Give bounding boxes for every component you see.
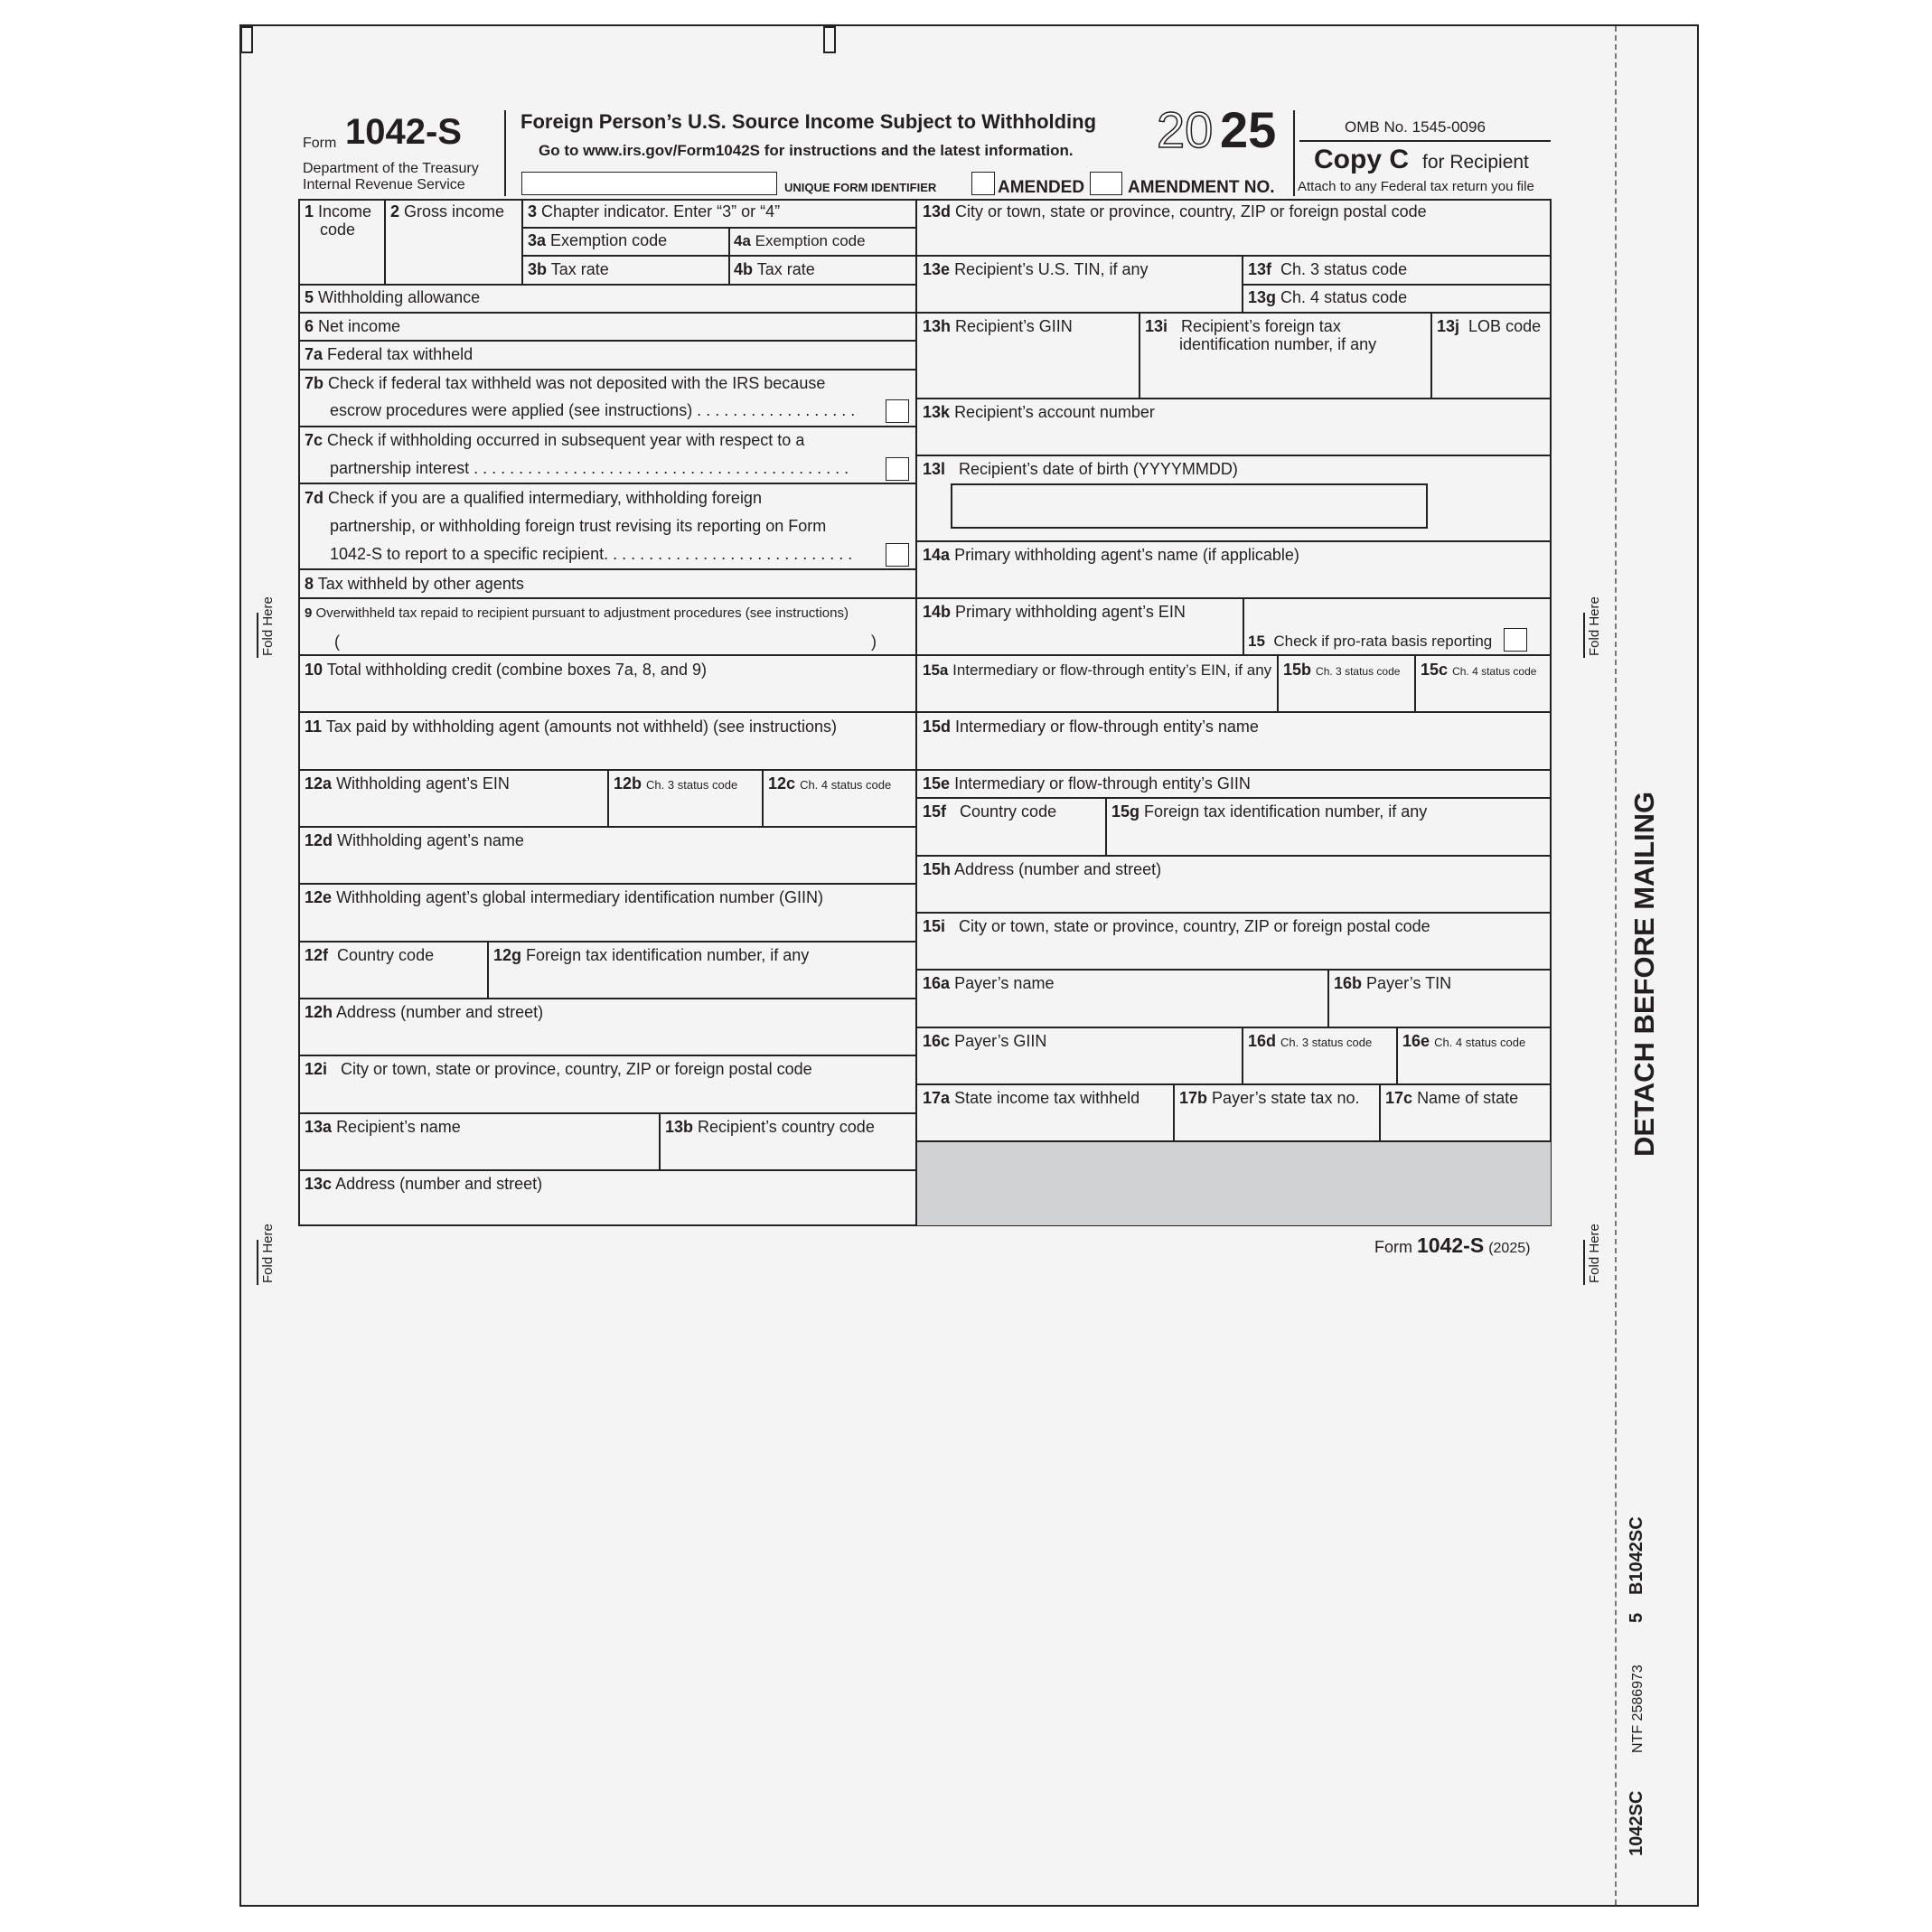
rule: [1243, 597, 1244, 654]
rule: [659, 1112, 661, 1169]
rule: [1430, 312, 1432, 398]
box10-label[interactable]: 10 Total withholding credit (combine boxes 7a, 8, and 9): [305, 661, 707, 679]
detach-notice: DETACH BEFORE MAILING: [1628, 791, 1660, 1157]
rule: [298, 312, 916, 314]
box7d-label: 7d Check if you are a qualified intermediary, withholding foreign: [305, 489, 762, 507]
rule: [522, 255, 916, 257]
box15d-label[interactable]: 15d Intermediary or flow-through entity’s name: [923, 717, 1259, 736]
box16c-label[interactable]: 16c Payer’s GIIN: [923, 1032, 1047, 1050]
box6-label[interactable]: 6 Net income: [305, 317, 401, 335]
rule: [487, 941, 489, 998]
rule: [298, 654, 916, 656]
box13l-label: 13l Recipient’s date of birth (YYYYMMDD): [923, 460, 1238, 478]
box13e-label[interactable]: 13e Recipient’s U.S. TIN, if any: [923, 260, 1149, 278]
box13h-label[interactable]: 13h Recipient’s GIIN: [923, 317, 1073, 335]
header-divider-right: [1293, 110, 1295, 196]
rule: [522, 227, 916, 229]
box15c-label[interactable]: 15c Ch. 4 status code: [1421, 661, 1537, 679]
rule: [298, 369, 916, 370]
unique-form-identifier-field[interactable]: [521, 172, 777, 195]
box12c-label[interactable]: 12c Ch. 4 status code: [768, 774, 892, 792]
box15e-label[interactable]: 15e Intermediary or flow-through entity’s GIIN: [923, 774, 1251, 792]
amendment-number-field[interactable]: [1090, 172, 1122, 195]
box15a-label[interactable]: 15a Intermediary or flow-through entity’s EIN, if any: [923, 661, 1272, 679]
rule: [916, 1140, 1551, 1142]
rule: [916, 855, 1551, 857]
instructions-link[interactable]: Go to www.irs.gov/Form1042S for instructions and the latest information.: [539, 142, 1074, 159]
box13d-label[interactable]: 13d City or town, state or province, country, ZIP or foreign postal code: [923, 202, 1427, 220]
box15h-label[interactable]: 15h Address (number and street): [923, 860, 1162, 878]
rule: [916, 597, 1551, 599]
perforation-line: [1615, 26, 1617, 1905]
rule: [1277, 654, 1279, 711]
box7b-label: 7b Check if federal tax withheld was not deposited with the IRS because: [305, 374, 826, 392]
box4b-label[interactable]: 4b Tax rate: [734, 260, 815, 278]
omb-rule: [1299, 140, 1551, 142]
dept-irs: Internal Revenue Service: [303, 177, 465, 192]
rule: [916, 1027, 1551, 1028]
fold-mark-right-top: Fold Here: [1583, 613, 1612, 658]
box9-close-paren: ): [871, 633, 877, 651]
box13i-label-line2: identification number, if any: [1179, 335, 1377, 353]
box16a-label[interactable]: 16a Payer’s name: [923, 974, 1055, 992]
rule: [298, 998, 916, 999]
omb-number: OMB No. 1545-0096: [1345, 118, 1486, 136]
box13c-label[interactable]: 13c Address (number and street): [305, 1175, 543, 1193]
box14a-label[interactable]: 14a Primary withholding agent’s name (if applicable): [923, 546, 1299, 564]
box1-label[interactable]: 1 Income: [305, 202, 372, 220]
rule: [384, 199, 386, 284]
box7c-label-line2: partnership interest . . . . . . . . . . . . . . . . . . . . . . . . . . . . . . . . . . . . . . . . . .: [330, 459, 849, 477]
rule: [298, 826, 916, 828]
box7d-label-line2: partnership, or withholding foreign trust revising its reporting on Form: [330, 517, 827, 535]
box1-label-line2: code: [320, 220, 356, 239]
box8-label[interactable]: 8 Tax withheld by other agents: [305, 575, 524, 593]
box4a-label[interactable]: 4a Exemption code: [734, 232, 866, 249]
box13l-date-field[interactable]: [951, 483, 1428, 529]
box12a-label[interactable]: 12a Withholding agent’s EIN: [305, 774, 510, 792]
box16e-label[interactable]: 16e Ch. 4 status code: [1402, 1032, 1526, 1050]
rule: [916, 255, 1551, 257]
box7a-label[interactable]: 7a Federal tax withheld: [305, 345, 474, 363]
rule: [298, 568, 916, 570]
box9-label[interactable]: 9 Overwithheld tax repaid to recipient pursuant to adjustment procedures (see instructions): [305, 605, 849, 621]
fold-mark-left-bottom: Fold Here: [257, 1240, 286, 1285]
rule: [1414, 654, 1416, 711]
box9-open-paren: (: [334, 633, 340, 651]
rule: [1173, 1083, 1175, 1140]
box13a-label[interactable]: 13a Recipient’s name: [305, 1118, 461, 1136]
form-code-5: 5: [1627, 1612, 1646, 1623]
rule: [298, 597, 916, 599]
rule: [607, 769, 609, 826]
crop-mark-center: [823, 26, 836, 53]
box15i-label[interactable]: 15i City or town, state or province, country, ZIP or foreign postal code: [923, 917, 1430, 935]
box11-label[interactable]: 11 Tax paid by withholding agent (amounts not withheld) (see instructions): [305, 717, 838, 736]
rule: [916, 540, 1551, 542]
copy-designation: Copy C: [1314, 145, 1409, 174]
rule: [298, 941, 916, 943]
box12i-label[interactable]: 12i City or town, state or province, country, ZIP or foreign postal code: [305, 1060, 812, 1078]
box5-label[interactable]: 5 Withholding allowance: [305, 288, 481, 306]
box7d-label-line3: 1042-S to report to a specific recipient. . . . . . . . . . . . . . . . . . . . . . . . . . . .: [330, 545, 853, 563]
rule: [1105, 797, 1107, 855]
fold-mark-right-bottom: Fold Here: [1583, 1240, 1612, 1285]
box16b-label[interactable]: 16b Payer’s TIN: [1334, 974, 1452, 992]
form-code-ntf: NTF 2586973: [1630, 1665, 1646, 1753]
amended-label: AMENDED: [998, 178, 1085, 197]
form-code-b1042sc: B1042SC: [1627, 1516, 1646, 1595]
attach-note: Attach to any Federal tax return you file: [1298, 179, 1534, 194]
rule: [298, 426, 916, 427]
footer-form-id: Form 1042-S (2025): [1374, 1233, 1531, 1257]
box7b-checkbox[interactable]: [886, 399, 909, 423]
rule: [1396, 1027, 1398, 1083]
rule: [1379, 1083, 1381, 1140]
box17b-label[interactable]: 17b Payer’s state tax no.: [1179, 1089, 1360, 1107]
rule: [298, 284, 916, 286]
rule: [762, 769, 764, 826]
box13g-label[interactable]: 13g Ch. 4 status code: [1248, 288, 1408, 306]
box2-label[interactable]: 2 Gross income: [390, 202, 505, 220]
year-outline: 20: [1157, 101, 1214, 158]
header-divider-left: [504, 110, 506, 196]
box7c-checkbox[interactable]: [886, 457, 909, 481]
amended-checkbox[interactable]: [971, 172, 995, 195]
box14b-label[interactable]: 14b Primary withholding agent’s EIN: [923, 603, 1186, 621]
box12b-label[interactable]: 12b Ch. 3 status code: [614, 774, 738, 792]
rule: [1242, 284, 1551, 286]
rule: [298, 483, 916, 484]
form-number: 1042-S: [345, 112, 462, 152]
box12e-label[interactable]: 12e Withholding agent’s global intermediary identification number (GIIN): [305, 888, 823, 906]
rule: [1327, 969, 1329, 1027]
box3-label[interactable]: 3 Chapter indicator. Enter “3” or “4”: [528, 202, 781, 220]
box15-checkbox[interactable]: [1504, 628, 1527, 652]
unique-form-identifier-label: UNIQUE FORM IDENTIFIER: [784, 181, 937, 194]
box7b-label-line2: escrow procedures were applied (see instructions) . . . . . . . . . . . . . . . . . .: [330, 401, 856, 419]
rule: [298, 711, 916, 713]
box12h-label[interactable]: 12h Address (number and street): [305, 1003, 544, 1021]
rule: [1242, 1027, 1243, 1083]
rule: [916, 455, 1551, 456]
year-bold: 25: [1220, 101, 1277, 158]
box12d-label[interactable]: 12d Withholding agent’s name: [305, 831, 524, 849]
rule: [916, 711, 1551, 713]
box17a-label[interactable]: 17a State income tax withheld: [923, 1089, 1140, 1107]
rule: [916, 654, 1551, 656]
box15b-label[interactable]: 15b Ch. 3 status code: [1283, 661, 1401, 679]
fold-mark-left-top: Fold Here: [257, 613, 286, 658]
rule: [298, 1112, 916, 1114]
shaded-area: [916, 1141, 1551, 1225]
box15g-label[interactable]: 15g Foreign tax identification number, if any: [1111, 802, 1428, 821]
dept-treasury: Department of the Treasury: [303, 161, 479, 176]
rule: [298, 1055, 916, 1056]
rule: [728, 227, 730, 284]
box7d-checkbox[interactable]: [886, 543, 909, 567]
box12f-label[interactable]: 12f Country code: [305, 946, 435, 964]
rule: [916, 769, 1551, 771]
rule: [916, 398, 1551, 399]
box3a-label[interactable]: 3a Exemption code: [528, 231, 668, 249]
box17c-label[interactable]: 17c Name of state: [1385, 1089, 1519, 1107]
box12g-label[interactable]: 12g Foreign tax identification number, if any: [493, 946, 810, 964]
amendment-number-label: AMENDMENT NO.: [1128, 178, 1275, 197]
rule: [1242, 255, 1243, 312]
rule: [298, 340, 916, 342]
box13b-label[interactable]: 13b Recipient’s country code: [665, 1118, 875, 1136]
box15f-label[interactable]: 15f Country code: [923, 802, 1057, 821]
rule: [916, 312, 1551, 314]
form-code-1042sc: 1042SC: [1627, 1790, 1646, 1856]
box13f-label[interactable]: 13f Ch. 3 status code: [1248, 260, 1408, 278]
box15-label: 15 Check if pro-rata basis reporting: [1248, 633, 1493, 650]
form-label: Form: [303, 136, 337, 151]
box13j-label[interactable]: 13j LOB code: [1437, 317, 1542, 335]
crop-mark-left: [240, 26, 253, 53]
rule: [916, 969, 1551, 971]
copy-for-recipient: for Recipient: [1422, 152, 1529, 173]
form-title: Foreign Person’s U.S. Source Income Subject to Withholding: [521, 110, 1097, 133]
box16d-label[interactable]: 16d Ch. 3 status code: [1248, 1032, 1373, 1050]
rule: [298, 883, 916, 885]
box13k-label[interactable]: 13k Recipient’s account number: [923, 403, 1155, 421]
rule: [521, 199, 523, 284]
box7c-label: 7c Check if withholding occurred in subsequent year with respect to a: [305, 431, 805, 449]
rule: [916, 912, 1551, 914]
rule: [916, 1083, 1551, 1085]
rule: [298, 1169, 916, 1171]
box3b-label[interactable]: 3b Tax rate: [528, 260, 609, 278]
rule: [1139, 312, 1140, 398]
rule: [916, 797, 1551, 799]
box13i-label[interactable]: 13i Recipient’s foreign tax: [1145, 317, 1341, 335]
